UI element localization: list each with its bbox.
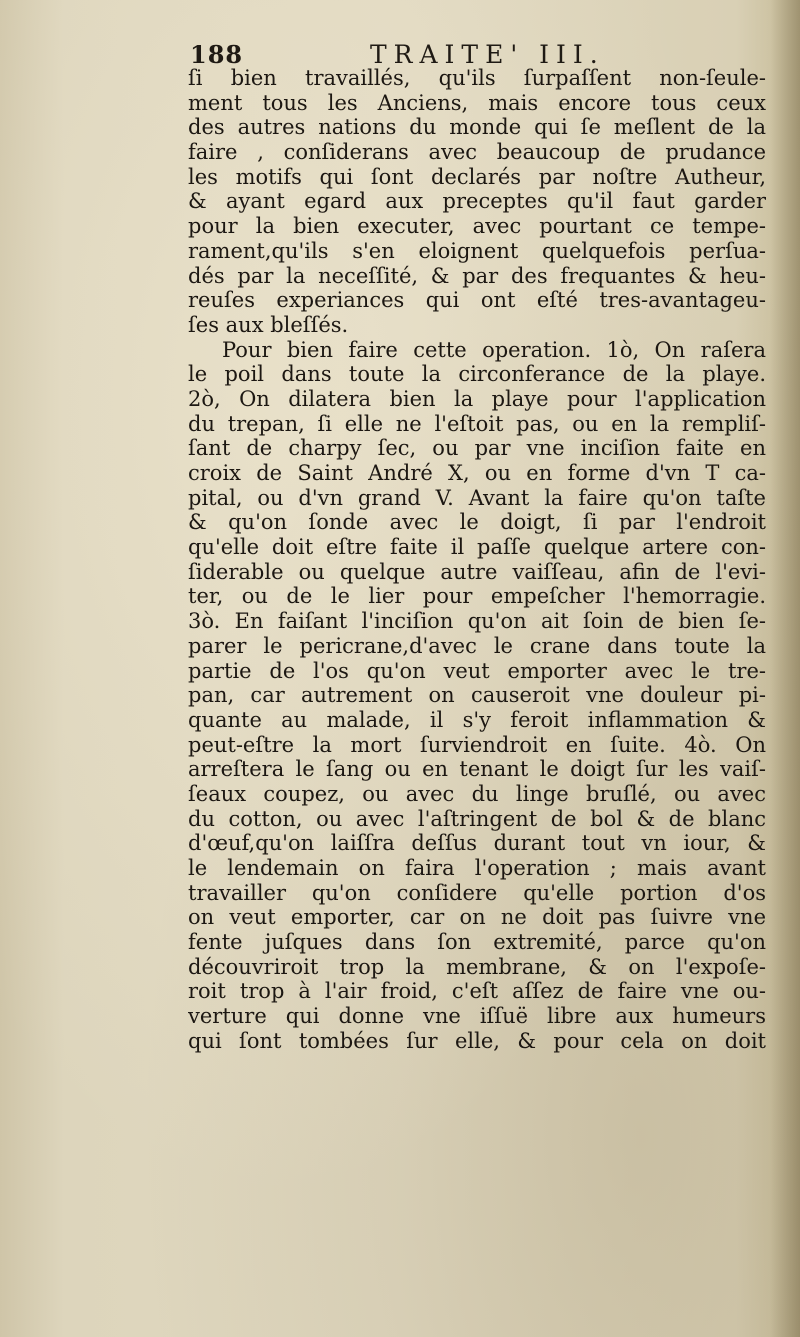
text-line: parer le pericrane,d'avec le crane dans toute la xyxy=(188,633,766,658)
text-line: partie de l'os qu'on veut emporter avec le tre- xyxy=(188,658,766,683)
text-line: ſi bien travaillés, qu'ils ſurpaſſent non-ſeule- xyxy=(188,66,766,90)
text-line: 3ò. En faiſant l'inciſion qu'on ait ſoin de bien ſe- xyxy=(188,609,766,634)
text-line: pan, car autrement on causeroit vne douleur pi- xyxy=(188,683,766,708)
text-line: du trepan, ſi elle ne l'eſtoit pas, ou en la rempliſ- xyxy=(188,411,766,436)
text-line: on veut emporter, car on ne doit pas ſuivre vne xyxy=(188,905,766,930)
text-line: reuſes experiances qui ont eſté tres-avantageu- xyxy=(188,288,766,313)
text-line: qu'elle doit eſtre faite il paſſe quelque artere con- xyxy=(188,535,766,560)
text-line: arreſtera le ſang ou en tenant le doigt ſur les vaiſ- xyxy=(188,757,766,782)
text-line: le poil dans toute la circonferance de la playe. xyxy=(188,362,766,387)
text-line: ſes aux bleſſés. xyxy=(188,312,349,337)
page-spine-shadow xyxy=(770,0,800,1337)
text-line: pital, ou d'vn grand V. Avant la faire qu'on taſte xyxy=(188,485,766,510)
text-line: travailler qu'on conſidere qu'elle portion d'os xyxy=(188,880,766,905)
text-line: & ayant egard aux preceptes qu'il faut garder xyxy=(188,189,766,214)
text-line: rament,qu'ils s'en eloignent quelquefois perſua- xyxy=(188,238,766,263)
running-head: TRAITE' III. xyxy=(370,40,605,69)
text-line: des autres nations du monde qui ſe meſlent de la xyxy=(188,115,766,140)
text-line: ſeaux coupez, ou avec du linge bruſlé, ou avec xyxy=(188,781,766,806)
text-line: découvriroit trop la membrane, & on l'expoſe- xyxy=(188,954,766,979)
text-line: faire , conſiderans avec beaucoup de prudance xyxy=(188,140,766,165)
text-line: d'œuf,qu'on laiſſra deſſus durant tout vn iour, & xyxy=(188,831,766,856)
text-line: du cotton, ou avec l'aſtringent de bol & de blanc xyxy=(188,806,766,831)
text-line: Pour bien faire cette operation. 1ò, On raſera xyxy=(222,337,766,362)
page-number: 188 xyxy=(190,40,244,69)
text-line: verture qui donne vne iſſuë libre aux humeurs xyxy=(188,1004,766,1029)
text-line: roit trop à l'air froid, c'eſt aſſez de faire vne ou- xyxy=(188,979,766,1004)
body-text xyxy=(188,66,766,1054)
text-line: dés par la neceſſité, & par des frequantes & heu- xyxy=(188,263,766,288)
text-line: les motifs qui ſont declarés par noſtre Autheur, xyxy=(188,164,766,189)
text-line: pour la bien executer, avec pourtant ce tempe- xyxy=(188,214,766,239)
text-line: 2ò, On dilatera bien la playe pour l'application xyxy=(188,386,766,411)
text-line: le lendemain on faira l'operation ; mais avant xyxy=(188,856,766,880)
text-line: ſant de charpy ſec, ou par vne inciſion faite en xyxy=(188,436,766,461)
text-line: fente juſques dans ſon extremité, parce qu'on xyxy=(188,930,766,955)
text-line: peut-eſtre la mort ſurviendroit en ſuite. 4ò. On xyxy=(188,732,766,757)
text-line: croix de Saint André X, ou en forme d'vn T ca- xyxy=(188,461,766,485)
text-line: qui ſont tombées ſur elle, & pour cela on doit xyxy=(188,1028,766,1053)
text-line: ment tous les Anciens, mais encore tous ceux xyxy=(188,90,766,115)
text-line: ter, ou de le lier pour empeſcher l'hemorragie. xyxy=(188,584,766,609)
text-line: quante au malade, il s'y feroit inflammation & xyxy=(188,707,766,732)
text-line: ſiderable ou quelque autre vaiſſeau, afin de l'evi- xyxy=(188,559,766,584)
text-line: & qu'on ſonde avec le doigt, ſi par l'endroit xyxy=(188,510,766,535)
